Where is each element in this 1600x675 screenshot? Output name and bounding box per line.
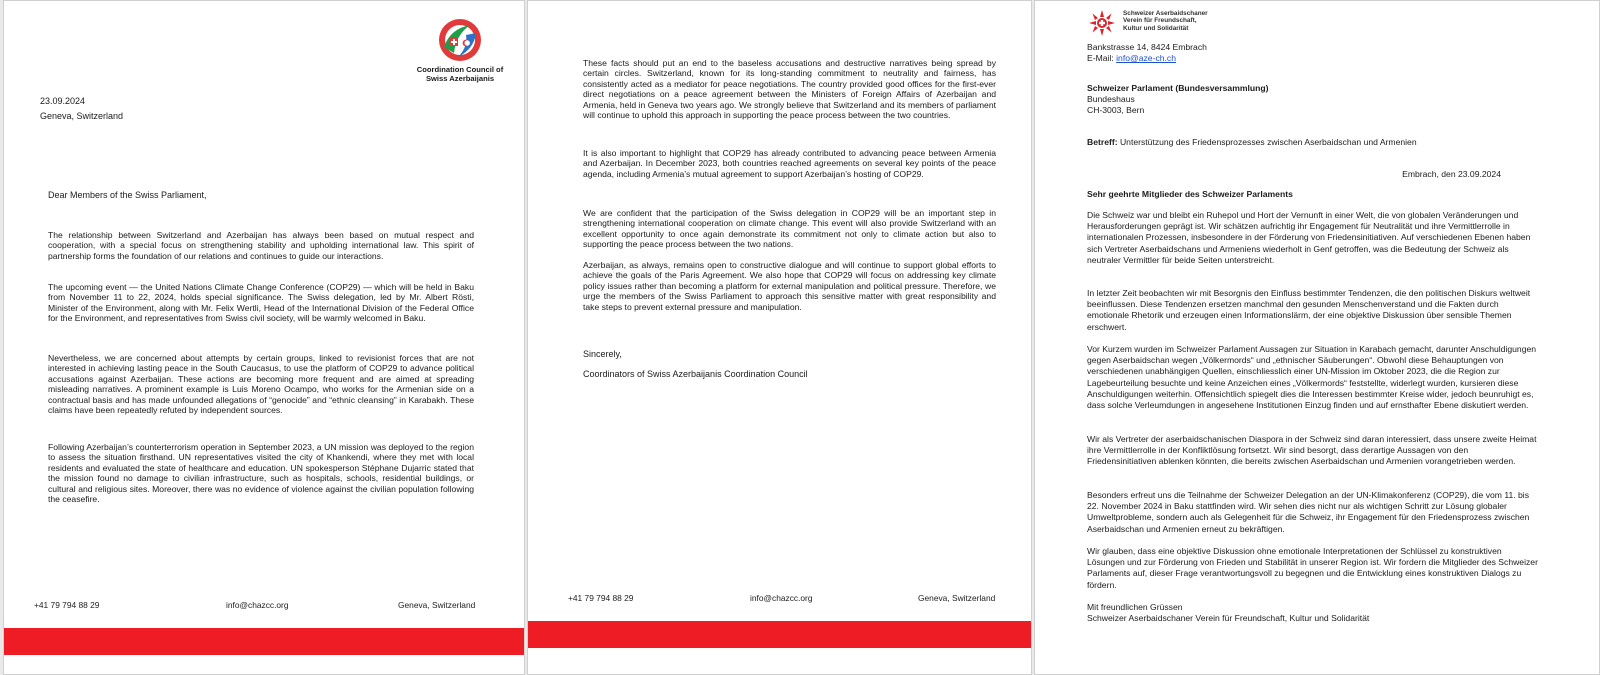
- footer-red-bar: [4, 628, 524, 655]
- closing: Mit freundlichen Grüssen: [1087, 602, 1183, 612]
- footer-place: Geneva, Switzerland: [918, 593, 996, 603]
- council-name: Coordination Council of Swiss Azerbaijanis: [416, 65, 504, 83]
- association-name-line: Schweizer Aserbaidschaner: [1123, 10, 1208, 17]
- footer-phone: +41 79 794 88 29: [568, 593, 634, 603]
- letter-place: Geneva, Switzerland: [40, 111, 124, 121]
- subject-label: Betreff:: [1087, 137, 1118, 147]
- council-logo: [410, 17, 510, 83]
- subject-text: Unterstützung des Friedensprozesses zwischen Aserbaidschan und Armenien: [1119, 137, 1417, 147]
- paragraph: Die Schweiz war und bleibt ein Ruhepol und Hort der Vernunft in einer Welt, die von globalen Veränderungen und Herausforderungen geprägt ist. Wir schätzen aufrichtig ihr Engagement für Neutralität und ihre Vermittlerrolle in internationalen Prozessen, insbesondere in der Förderung von Friedensinitiativen. Auf verschiedenen Ebenen haben sich Vertreter Aserbaidschans und Armeniens wiederholt in Genf getroffen, was die Bedeutung der Schweiz als neutraler Vermittler für beide Seiten unterstreicht.: [1087, 210, 1531, 265]
- paragraph: These facts should put an end to the baseless accusations and destructive narratives being spread by certain circles. Switzerland, known for its long-standing commitment to neutrality and fairness, has consistently acted as a mediator for peace negotiations. The country provided good offices for the first-ever direct negotiations on a peace agreement between the Ministers of Foreign Affairs of Azerbaijan and Armenia, held in Geneva two years ago. We strongly believe that Switzerland and its members of parliament will continue to uphold this approach in supporting the peace process between the two countries.: [583, 58, 996, 121]
- sender-email-link[interactable]: info@aze-ch.ch: [1116, 53, 1176, 63]
- recipient-line: CH-3003, Bern: [1087, 105, 1145, 115]
- closing: Sincerely,: [583, 349, 622, 359]
- recipient-line: Bundeshaus: [1087, 94, 1135, 104]
- footer-email[interactable]: info@chazcc.org: [750, 593, 813, 603]
- association-name: [1123, 10, 1263, 32]
- association-name-line: Kultur und Solidarität: [1123, 24, 1189, 32]
- paragraph: Wir als Vertreter der aserbaidschanischen Diaspora in der Schweiz sind daran interessiert, dass unsere zweite Heimat ihre Vermittlerrolle in der Konfliktlösung fortsetzt. Wir sind besorgt, dass derartige Aussagen von den Friedensinitiativen ablenken könnten, die bereits zwischen Aserbaidschan und Armenien vorangetrieben werden.: [1087, 434, 1537, 467]
- association-emblem-icon: [1087, 9, 1117, 37]
- sender-email-line: [1087, 53, 1176, 64]
- paragraph: The relationship between Switzerland and Azerbaijan has always been based on mutual respect and cooperation, with a special focus on strengthening stability and upholding international law. This spirit of partnership forms the foundation of our relations and continues to guide our interactions.: [48, 230, 474, 261]
- sender-address: Bankstrasse 14, 8424 Embrach: [1087, 42, 1207, 52]
- paragraph: It is also important to highlight that COP29 has already contributed to advancing peace between Armenia and Azerbaijan. In December 2023, both countries reached agreements on several key points of the peace agenda, including Armenia’s mutual agreement to support Azerbaijan’s hosting of COP29.: [583, 148, 996, 179]
- footer-red-bar: [528, 621, 1031, 648]
- letter-page-2: [527, 0, 1032, 675]
- letter-page-1: [3, 0, 525, 675]
- salutation: Sehr geehrte Mitglieder des Schweizer Parlaments: [1087, 189, 1293, 199]
- association-name-line: Verein für Freundschaft,: [1123, 17, 1197, 25]
- paragraph: Besonders erfreut uns die Teilnahme der Schweizer Delegation an der UN-Klimakonferenz (COP29), die vom 11. bis 22. November 2024 in Baku stattfinden wird. Wir sehen dies nicht nur als wichtigen Schritt zur Lösung globaler Umweltprobleme, sondern auch als Gelegenheit für die Schweiz, ihr Engagement für den Friedensprozess zwischen Aserbaidschan und Armenien erneut zu bekräftigen.: [1087, 490, 1530, 534]
- footer-email[interactable]: info@chazcc.org: [226, 600, 289, 610]
- paragraph: The upcoming event — the United Nations Climate Change Conference (COP29) — which will be held in Baku from November 11 to 22, 2024, holds special significance. The Swiss delegation, led by Mr. Albert Rösti, Minister of the Environment, along with Mr. Felix Wertli, Head of the International Division of the Federal Office for the Environment, and representatives from Swiss civil society, will be warmly welcomed in Baku.: [48, 282, 474, 324]
- paragraph: Wir glauben, dass eine objektive Diskussion ohne emotionale Interpretationen der Schlüssel zu konstruktiven Lösungen und zur Förderung von Frieden und Stabilität in unserer Region ist. Wir fordern die Mitglieder des Schweizer Parlaments auf, dieser Frage verantwortungsvoll zu begegnen und die Entwicklung eines konstruktiven Dialogs zu fördern.: [1087, 546, 1538, 590]
- date-line: Embrach, den 23.09.2024: [1402, 169, 1501, 179]
- footer-place: Geneva, Switzerland: [398, 600, 476, 610]
- email-label: E-Mail:: [1087, 53, 1114, 63]
- salutation: Dear Members of the Swiss Parliament,: [48, 190, 207, 200]
- letter-page-3-german: [1034, 0, 1600, 675]
- signature: Schweizer Aserbaidschaner Verein für Freundschaft, Kultur und Solidarität: [1087, 613, 1370, 623]
- paragraph: In letzter Zeit beobachten wir mit Besorgnis den Einfluss bestimmter Tendenzen, die den politischen Diskurs weltweit beeinflussen. Diese Tendenzen ersetzen manchmal den gesunden Menschenverstand und die Fakten durch emotionale Rhetorik und erzeugen einen Informationslärm, der eine objektive Diskussion über sensible Themen erschwert.: [1087, 288, 1531, 332]
- paragraph: Azerbaijan, as always, remains open to constructive dialogue and will continue to support global efforts to achieve the goals of the Paris Agreement. We also hope that COP29 will focus on addressing key climate policy issues rather than becoming a platform for external manipulation and political pressure. Therefore, we urge the members of the Swiss Parliament to approach this sensitive matter with great responsibility and take steps to prevent external pressure and manipulation.: [583, 260, 996, 312]
- association-logo: [1087, 9, 1208, 40]
- paragraph: Following Azerbaijan’s counterterrorism operation in September 2023, a UN mission was deployed to the region to assess the situation firsthand. UN representatives visited the city of Khankendi, where they met with local residents and evaluated the state of healthcare and education. UN spokesperson Stéphane Dujarric stated that the mission found no damage to civilian infrastructure, such as hospitals, schools, residential buildings, or cultural and religious sites. Moreover, there was no evidence of violence against the civilian population following the ceasefire.: [48, 442, 474, 505]
- subject-line: [1087, 137, 1417, 148]
- council-emblem-icon: [436, 17, 484, 63]
- paragraph: Nevertheless, we are concerned about attempts by certain groups, linked to revisionist forces that are not interested in achieving lasting peace in the South Caucasus, to use the platform of COP29 to advance political accusations against Azerbaijan. These actions are becoming more frequent and are aimed at spreading misleading narratives. A prominent example is Luis Moreno Ocampo, who works for the Armenian side on a contractual basis and has made unfounded allegations of “genocide” and “ethnic cleansing” in Karabakh. These claims have been repeatedly refuted by independent sources.: [48, 353, 474, 416]
- signature: Coordinators of Swiss Azerbaijanis Coordination Council: [583, 369, 808, 379]
- letter-date: 23.09.2024: [40, 96, 86, 106]
- recipient-name: Schweizer Parlament (Bundesversammlung): [1087, 83, 1269, 93]
- paragraph: Vor Kurzem wurden im Schweizer Parlament Aussagen zur Situation in Karabach gemacht, darunter Anschuldigungen gegen Aserbaidschan wegen „Völkermords“ und „ethnischer Säuberungen“. Obwohl diese Behauptungen von verschiedenen unabhängigen Quellen, einschliesslich einer UN-Mission im Oktober 2023, die die Region zur Lagebeurteilung besuchte und keine Anzeichen eines „Völkermords“ feststellte, widerlegt wurden, kursieren diese Anschuldigungen weiterhin. Offensichtlich spiegelt dies die Interessen bestimmter Kreise wider, jedoch beunruhigt es, dass solche Verleumdungen in angesehene Institutionen Einzug finden und auf ernsthafter Ebene diskutiert werden.: [1087, 344, 1537, 411]
- paragraph: We are confident that the participation of the Swiss delegation in COP29 will be an important step in strengthening international cooperation on climate change. This event will also provide Switzerland with an excellent opportunity to once again demonstrate its commitment not only to climate action but also to supporting the peace process between the two nations.: [583, 208, 996, 250]
- footer-phone: +41 79 794 88 29: [34, 600, 100, 610]
